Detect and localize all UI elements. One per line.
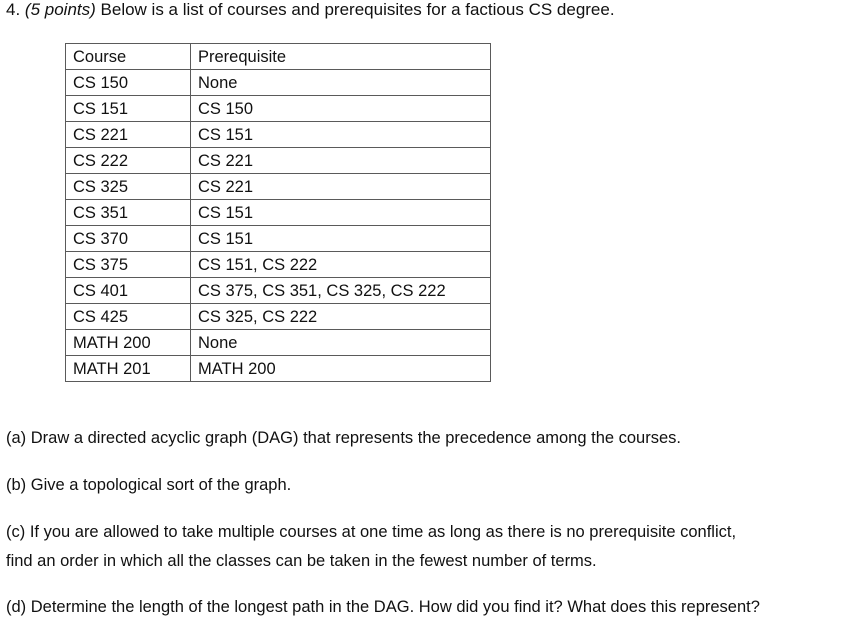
prerequisite-cell: CS 221 xyxy=(191,174,491,200)
header-course: Course xyxy=(66,44,191,70)
part-a-text: (a) Draw a directed acyclic graph (DAG) that represents the precedence among the courses. xyxy=(6,429,681,447)
part-d-text: (d) Determine the length of the longest path in the DAG. How did you find it? What does this represent? xyxy=(6,598,760,616)
prerequisite-cell: None xyxy=(191,70,491,96)
course-cell: CS 151 xyxy=(66,96,191,122)
question-text: Below is a list of courses and prerequisites for a factious CS degree. xyxy=(100,0,615,19)
prerequisite-cell: MATH 200 xyxy=(191,356,491,382)
part-b-text: (b) Give a topological sort of the graph. xyxy=(6,476,292,494)
course-cell: MATH 200 xyxy=(66,330,191,356)
course-cell: CS 425 xyxy=(66,304,191,330)
course-cell: CS 221 xyxy=(66,122,191,148)
table-row xyxy=(66,96,491,122)
table-row xyxy=(66,70,491,96)
course-cell: CS 325 xyxy=(66,174,191,200)
course-cell: CS 375 xyxy=(66,252,191,278)
table-header-row xyxy=(66,44,491,70)
question-points: (5 points) xyxy=(24,0,96,19)
table-row xyxy=(66,330,491,356)
table-row xyxy=(66,148,491,174)
question-number: 4. xyxy=(6,0,21,19)
prerequisite-cell: CS 150 xyxy=(191,96,491,122)
course-cell: MATH 201 xyxy=(66,356,191,382)
table-row xyxy=(66,226,491,252)
prerequisite-cell: None xyxy=(191,330,491,356)
course-cell: CS 401 xyxy=(66,278,191,304)
part-c-text-line1: (c) If you are allowed to take multiple courses at one time as long as there is no prerequisite conflict, xyxy=(6,523,737,541)
table-row xyxy=(66,304,491,330)
prerequisite-cell: CS 151 xyxy=(191,122,491,148)
part-c-text-line2: find an order in which all the classes can be taken in the fewest number of terms. xyxy=(6,552,597,570)
table-row xyxy=(66,252,491,278)
question-header xyxy=(6,0,615,20)
table-row xyxy=(66,174,491,200)
course-prerequisite-table xyxy=(65,43,491,382)
table-row xyxy=(66,356,491,382)
header-prerequisite: Prerequisite xyxy=(191,44,491,70)
course-cell: CS 150 xyxy=(66,70,191,96)
course-cell: CS 370 xyxy=(66,226,191,252)
prerequisite-cell: CS 221 xyxy=(191,148,491,174)
prerequisite-cell: CS 151 xyxy=(191,200,491,226)
course-cell: CS 351 xyxy=(66,200,191,226)
prerequisite-cell: CS 375, CS 351, CS 325, CS 222 xyxy=(191,278,491,304)
table-row xyxy=(66,122,491,148)
course-cell: CS 222 xyxy=(66,148,191,174)
table-row xyxy=(66,200,491,226)
prerequisite-cell: CS 325, CS 222 xyxy=(191,304,491,330)
table-row xyxy=(66,278,491,304)
prerequisite-cell: CS 151 xyxy=(191,226,491,252)
prerequisite-cell: CS 151, CS 222 xyxy=(191,252,491,278)
